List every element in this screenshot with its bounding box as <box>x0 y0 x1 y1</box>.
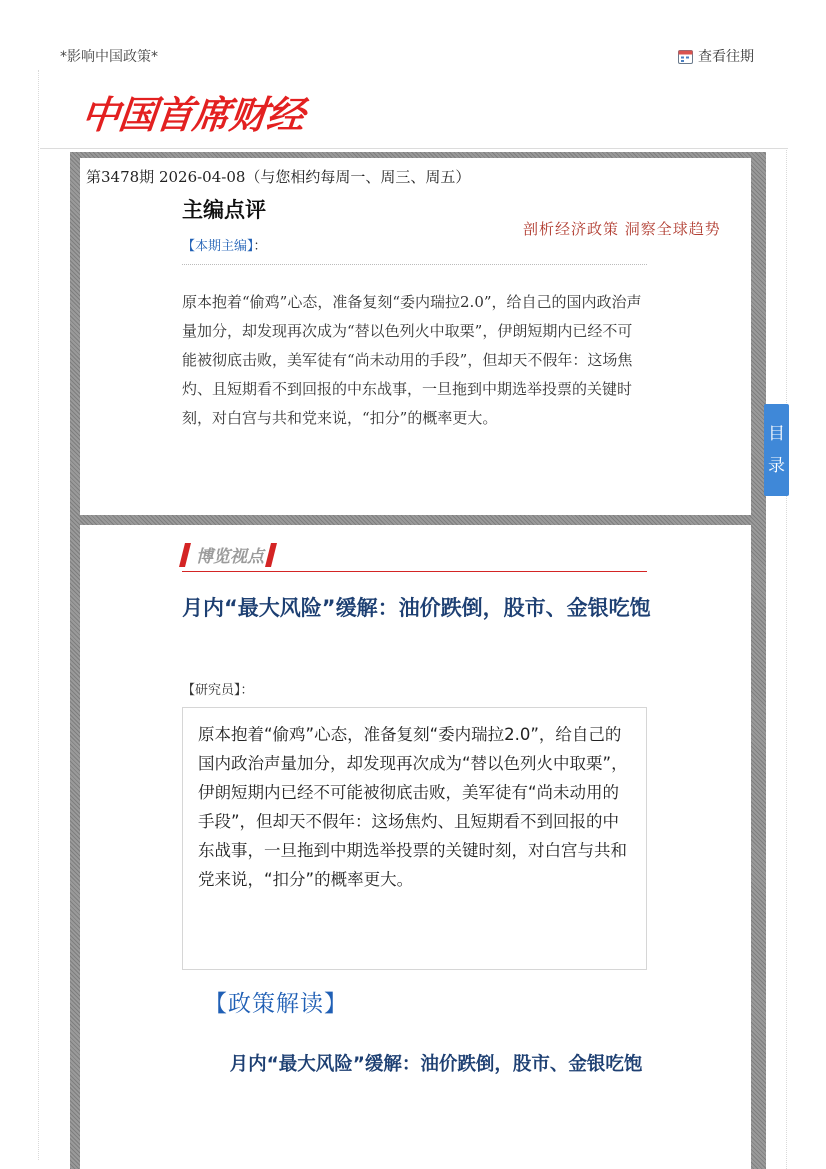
calendar-icon <box>678 49 693 64</box>
tagline: *影响中国政策* <box>60 49 158 65</box>
view-history-label[interactable]: 查看往期 <box>698 49 754 65</box>
article-title[interactable]: 月内“最大风险”缓解：油价跌倒，股市、金银吃饱 <box>182 596 651 620</box>
view-history-link[interactable] <box>678 46 754 66</box>
right-dotted-guide <box>786 150 787 1169</box>
viewpoint-heading-text: 博览视点 <box>196 547 264 567</box>
toc-char-1[interactable]: 目 <box>768 424 785 444</box>
editor-label <box>182 235 267 254</box>
editor-divider <box>182 264 647 265</box>
editor-comment-title: 主编点评 <box>182 198 266 222</box>
summary-box <box>182 707 647 970</box>
issue-info: 第3478期 2026-04-08（与您相约每周一、周三、周五） <box>86 168 471 186</box>
logo: 中国首席财经 <box>79 93 306 137</box>
viewpoint-heading <box>182 542 274 567</box>
editor-label-text: 【本期主编】 <box>182 239 254 254</box>
viewpoint-divider <box>182 571 647 572</box>
policy-article-title[interactable]: 月内“最大风险”缓解：油价跌倒，股市、金银吃饱 <box>229 1054 643 1075</box>
summary-text: 原本抱着“偷鸡”心态，准备复刻“委内瑞拉2.0”，给自己的国内政治声量加分，却发现再次成为“替以色列火中取栗”，伊朗短期内已经不可能被彻底击败，美军徒有“尚未动用的手段”，但却天不假年：这场焦灼、且短期看不到回报的中东战事，一旦拖到中期选举投票的关键时刻，对白宫与共和党来说，“扣分”的概率更大。 <box>198 725 628 889</box>
slogan: 剖析经济政策 洞察全球趋势 <box>523 220 721 238</box>
left-dotted-guide <box>38 70 39 1160</box>
editor-comment-body: 原本抱着“偷鸡”心态，准备复刻“委内瑞拉2.0”，给自己的国内政治声量加分，却发现再次成为“替以色列火中取栗”，伊朗短期内已经不可能被彻底击败，美军徒有“尚未动用的手段”，但却天不假年：这场焦灼、且短期看不到回报的中东战事，一旦拖到中期选举投票的关键时刻，对白宫与共和党来说，“扣分”的概率更大。 <box>182 293 642 427</box>
editor-label-colon: ： <box>253 239 267 254</box>
researcher-label: 【研究员】： <box>182 683 254 698</box>
policy-interpretation-label: 【政策解读】 <box>204 991 348 1017</box>
header-divider <box>40 148 788 149</box>
toc-char-2[interactable]: 录 <box>768 456 785 476</box>
table-of-contents-tab[interactable] <box>764 404 789 496</box>
